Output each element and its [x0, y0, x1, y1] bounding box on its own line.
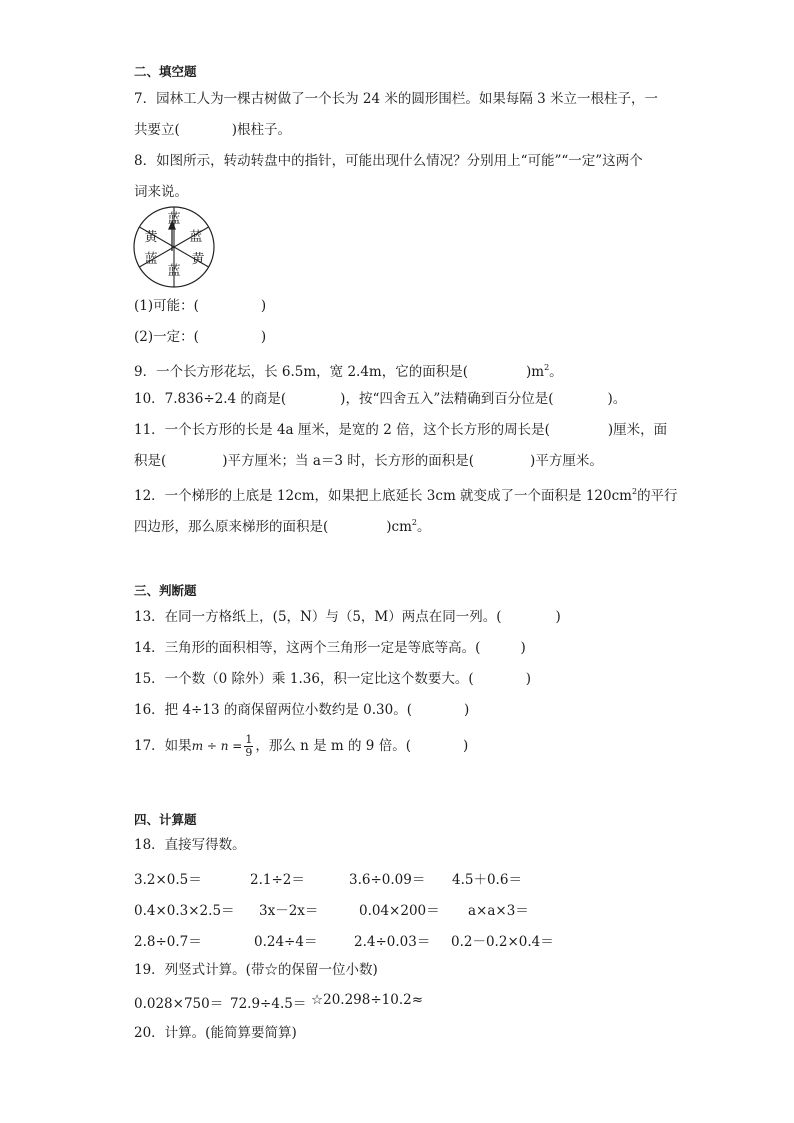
- question-10: 10．7.836÷2.4 的商是( )，按“四舍五入”法精确到百分位是( )。: [134, 391, 627, 407]
- question-9: 9．一个长方形花坛，长 6.5m，宽 2.4m，它的面积是( )$m^2$。: [134, 363, 563, 380]
- question-15: 15．一个数（0 除外）乘 1.36，积一定比这个数要大。( ): [134, 671, 531, 687]
- question-8-part2: (2)一定：( ): [134, 329, 267, 345]
- section-heading-calc: 四、计算题: [134, 812, 197, 827]
- question-8-line2: 词来说。: [134, 184, 188, 200]
- spinner-segment-upper-right: 蓝: [189, 230, 203, 245]
- calc-item: 4.5＋0.6＝: [452, 872, 522, 888]
- question-8-part1: (1)可能：( ): [134, 298, 267, 314]
- calc-item: ☆20.298÷10.2≈: [311, 992, 424, 1008]
- calc-item: 3x－2x＝: [259, 903, 319, 919]
- section-heading-fill: 二、填空题: [134, 64, 197, 79]
- fraction: $\frac{1}{9}$: [245, 733, 253, 759]
- spinner-diagram: [132, 205, 216, 289]
- calc-item: 2.4÷0.03＝: [354, 934, 431, 950]
- calc-item: a×a×3＝: [468, 903, 529, 919]
- spinner-segment-lower-left: 蓝: [144, 252, 158, 267]
- question-14: 14．三角形的面积相等，这两个三角形一定是等底等高。( ): [134, 640, 526, 656]
- spinner-segment-bottom: 蓝: [167, 264, 181, 279]
- question-16: 16．把 4÷13 的商保留两位小数约是 0.30。( ): [134, 702, 470, 718]
- question-13: 13．在同一方格纸上，(5，N）与（5，M）两点在同一列。( ): [134, 609, 561, 625]
- section-heading-judge: 三、判断题: [134, 583, 197, 598]
- question-11-line2: 积是( )平方厘米；当 a＝3 时，长方形的面积是( )平方厘米。: [134, 453, 603, 469]
- question-11-line1: 11．一个长方形的长是 4a 厘米，是宽的 2 倍，这个长方形的周长是( )厘米，面: [134, 422, 668, 438]
- calc-item: 0.2－0.2×0.4＝: [451, 934, 554, 950]
- calc-item: 2.1÷2＝: [250, 872, 305, 888]
- question-19-title: 19．列竖式计算。(带☆的保留一位小数): [134, 962, 378, 978]
- question-7-line2: 共要立( )根柱子。: [134, 122, 292, 138]
- question-8-line1: 8．如图所示，转动转盘中的指针，可能出现什么情况？分别用上“可能”“一定”这两个: [134, 153, 643, 169]
- question-17: 17．如果m ÷ n = $\frac{1}{9}$ ，那么 n 是 m 的 9 倍。( ): [134, 733, 469, 759]
- spinner-segment-top: 蓝: [167, 212, 181, 227]
- calc-item: 3.2×0.5＝: [134, 872, 202, 888]
- question-18-title: 18．直接写得数。: [134, 837, 246, 853]
- calc-item: 72.9÷4.5＝: [230, 996, 307, 1012]
- calc-item: 3.6÷0.09＝: [349, 872, 426, 888]
- calc-item: 0.028×750＝: [134, 996, 224, 1012]
- formula: m ÷ n =: [191, 739, 243, 753]
- question-12-line2: 四边形，那么原来梯形的面积是( )$cm^2$。: [134, 518, 431, 535]
- spinner-segment-lower-right: 黄: [191, 252, 205, 267]
- calc-item: 0.24÷4＝: [254, 934, 318, 950]
- question-20-title: 20．计算。(能简算要简算): [134, 1025, 297, 1041]
- question-12-line1: 12．一个梯形的上底是 12cm，如果把上底延长 3cm 就变成了一个面积是 $120cm^2$的平行: [134, 487, 678, 504]
- spinner-segment-upper-left: 黄: [144, 230, 158, 245]
- calc-item: 2.8÷0.7＝: [134, 934, 202, 950]
- calc-item: 0.4×0.3×2.5＝: [134, 903, 235, 919]
- question-7-line1: 7．园林工人为一棵古树做了一个长为 24 米的圆形围栏。如果每隔 3 米立一根柱子，一: [134, 91, 659, 107]
- calc-item: 0.04×200＝: [359, 903, 440, 919]
